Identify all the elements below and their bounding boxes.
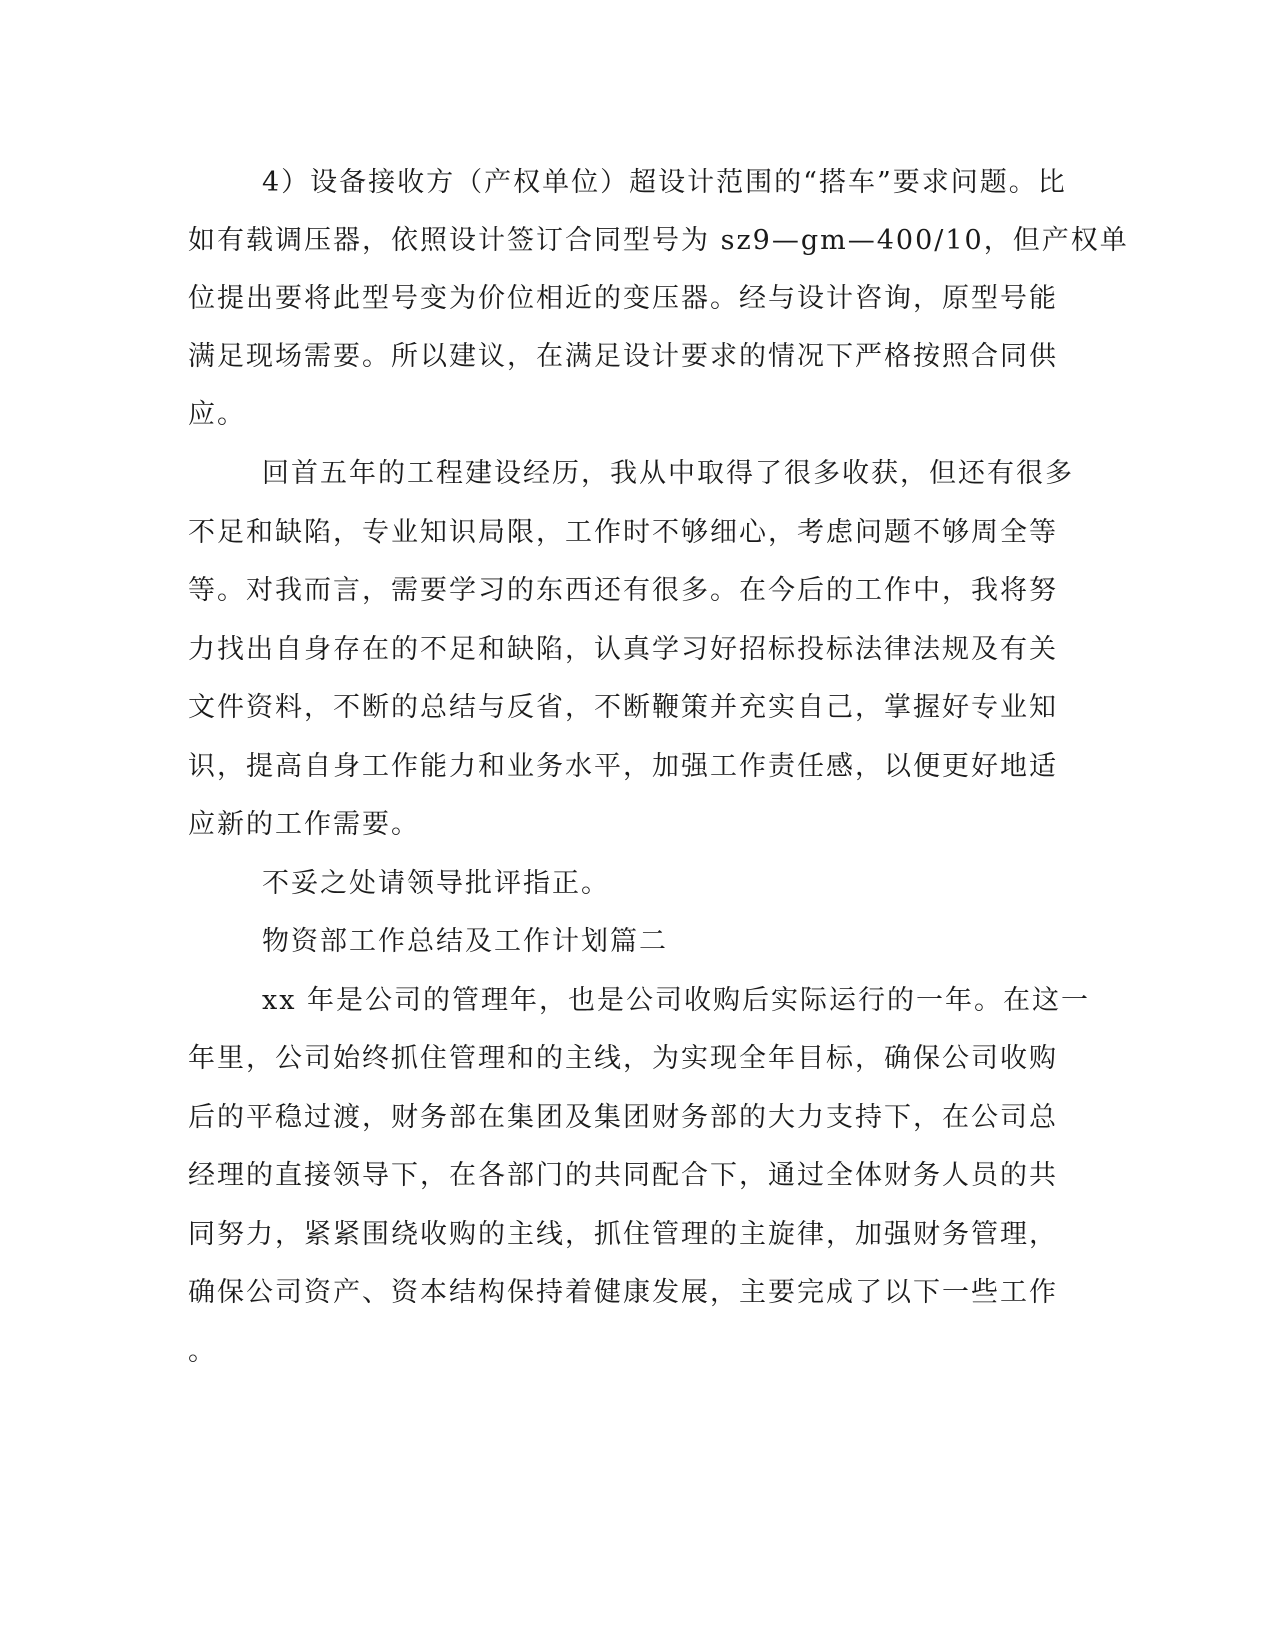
closing-line: 不妥之处请领导批评指正。	[262, 868, 610, 899]
paragraph-2-line-5: 文件资料，不断的总结与反省，不断鞭策并充实自己，掌握好专业知	[188, 692, 1058, 723]
paragraph-1-line-2: 如有载调压器，依照设计签订合同型号为 sz9—gm—400/10，但产权单	[188, 225, 1129, 256]
paragraph-3-line-5: 同努力，紧紧围绕收购的主线，抓住管理的主旋律，加强财务管理，	[188, 1219, 1058, 1250]
paragraph-2-line-7: 应新的工作需要。	[188, 809, 420, 840]
paragraph-3-line-2: 年里，公司始终抓住管理和的主线，为实现全年目标，确保公司收购	[188, 1043, 1058, 1074]
paragraph-2-line-1: 回首五年的工程建设经历，我从中取得了很多收获，但还有很多	[262, 458, 1074, 489]
paragraph-1-line-1: 4）设备接收方（产权单位）超设计范围的“搭车”要求问题。比	[262, 167, 1067, 198]
paragraph-2-line-3: 等。对我而言，需要学习的东西还有很多。在今后的工作中，我将努	[188, 575, 1058, 606]
paragraph-3-line-1: xx 年是公司的管理年，也是公司收购后实际运行的一年。在这一	[262, 985, 1091, 1016]
section-heading: 物资部工作总结及工作计划篇二	[262, 926, 668, 957]
paragraph-2-line-2: 不足和缺陷，专业知识局限，工作时不够细心，考虑问题不够周全等	[188, 517, 1058, 548]
paragraph-1-line-5: 应。	[188, 399, 246, 430]
paragraph-1-line-3: 位提出要将此型号变为价位相近的变压器。经与设计咨询，原型号能	[188, 283, 1058, 314]
paragraph-3-line-3: 后的平稳过渡，财务部在集团及集团财务部的大力支持下，在公司总	[188, 1102, 1058, 1133]
paragraph-3-line-4: 经理的直接领导下，在各部门的共同配合下，通过全体财务人员的共	[188, 1160, 1058, 1191]
paragraph-1-line-4: 满足现场需要。所以建议，在满足设计要求的情况下严格按照合同供	[188, 341, 1058, 372]
paragraph-2-line-4: 力找出自身存在的不足和缺陷，认真学习好招标投标法律法规及有关	[188, 634, 1058, 665]
paragraph-2-line-6: 识，提高自身工作能力和业务水平，加强工作责任感，以便更好地适	[188, 751, 1058, 782]
paragraph-3-line-7: 。	[188, 1336, 217, 1367]
paragraph-3-line-6: 确保公司资产、资本结构保持着健康发展，主要完成了以下一些工作	[188, 1277, 1058, 1308]
